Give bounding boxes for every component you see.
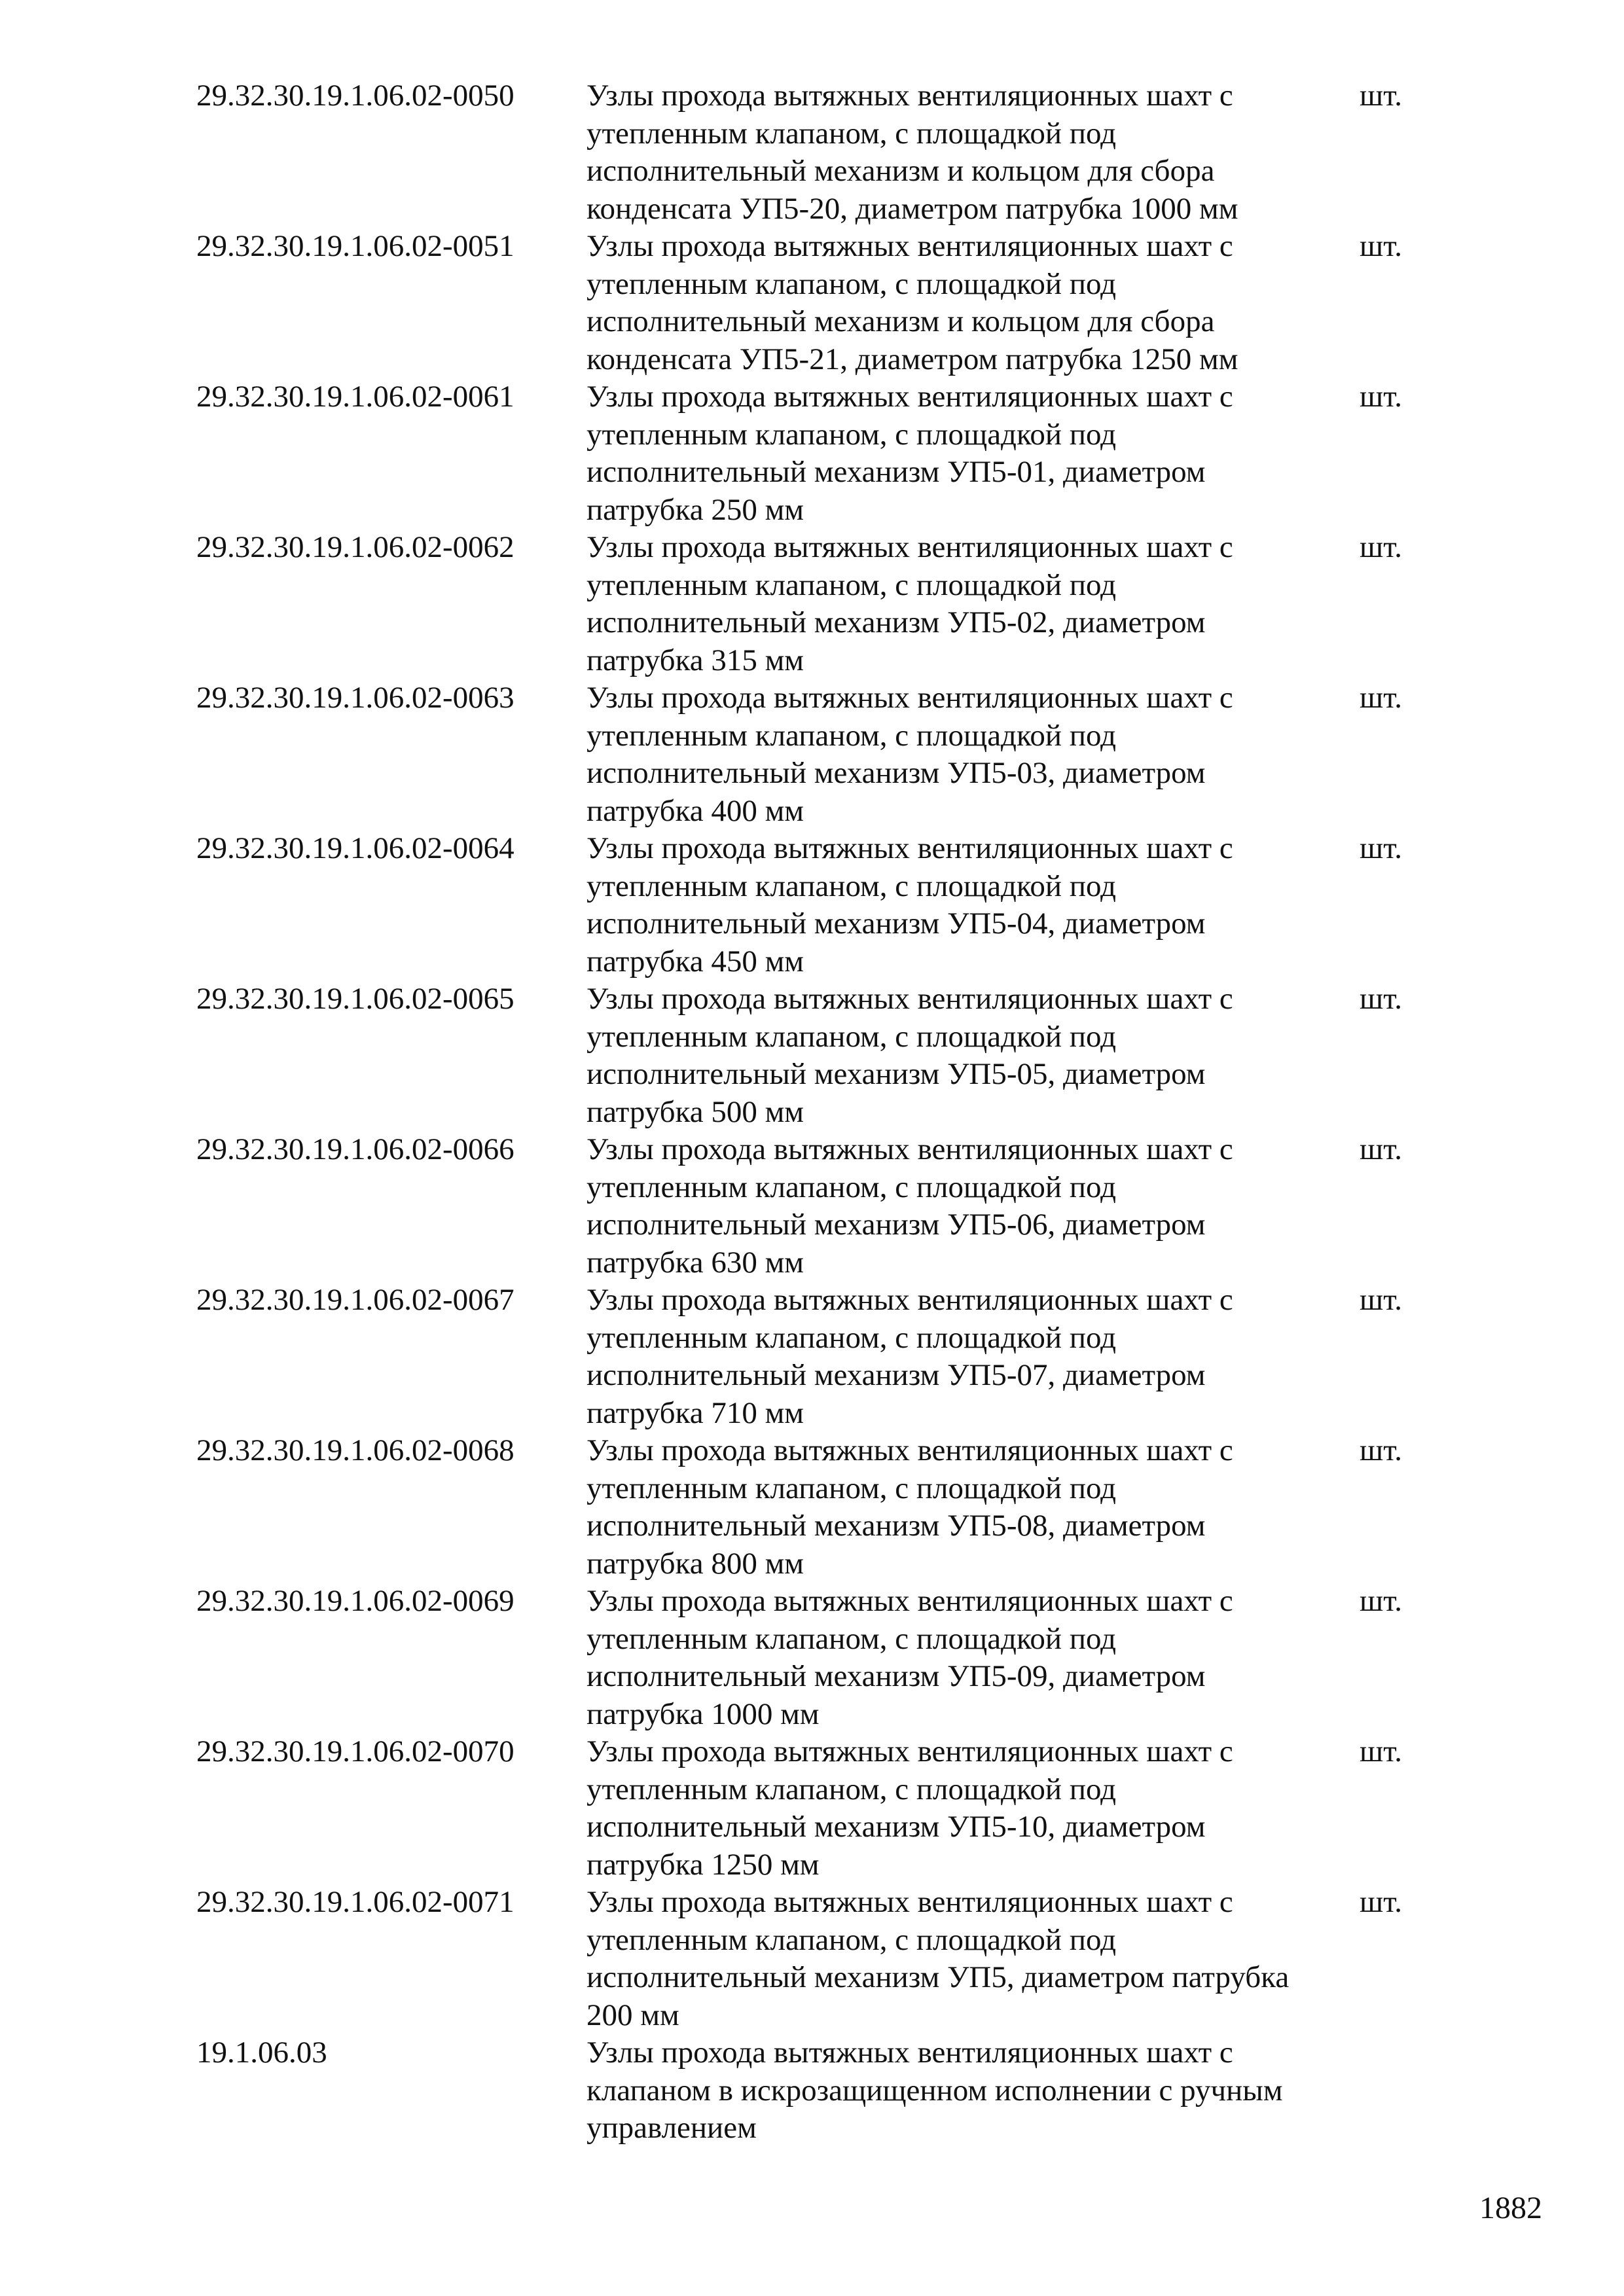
description-line: Узлы прохода вытяжных вентиляционных шахт с (586, 1734, 1233, 1768)
unit-of-measure: шт. (1360, 229, 1402, 263)
description-line: конденсата УП5-21, диаметром патрубка 1250 мм (586, 342, 1238, 376)
table-row (196, 529, 1440, 679)
description-line: утепленным клапаном, с площадкой под (586, 1621, 1117, 1656)
resource-code: 29.32.30.19.1.06.02-0061 (196, 380, 514, 414)
resource-code: 29.32.30.19.1.06.02-0066 (196, 1132, 514, 1166)
description-line: Узлы прохода вытяжных вентиляционных шахт с (586, 1132, 1233, 1166)
description-line: Узлы прохода вытяжных вентиляционных шахт с (586, 2036, 1233, 2070)
unit-of-measure: шт. (1360, 1283, 1402, 1317)
description-line: утепленным клапаном, с площадкой под (586, 1019, 1117, 1054)
table-row (196, 830, 1440, 980)
table-row (196, 1733, 1440, 1884)
resource-description (586, 1733, 1280, 1884)
unit-of-measure: шт. (1360, 530, 1402, 564)
table-row (196, 1282, 1440, 1432)
description-line: утепленным клапаном, с площадкой под (586, 1922, 1117, 1957)
description-line: исполнительный механизм и кольцом для сбора (586, 304, 1215, 338)
resource-description (586, 2034, 1283, 2147)
description-line: Узлы прохода вытяжных вентиляционных шахт с (586, 79, 1233, 113)
table-row (196, 1131, 1440, 1282)
description-line: Узлы прохода вытяжных вентиляционных шахт с (586, 681, 1233, 715)
description-line: патрубка 450 мм (586, 944, 804, 978)
description-line: утепленным клапаном, с площадкой под (586, 1772, 1117, 1806)
unit-of-measure: шт. (1360, 681, 1402, 715)
resource-code: 29.32.30.19.1.06.02-0068 (196, 1433, 514, 1467)
description-line: исполнительный механизм УП5-04, диаметром (586, 906, 1206, 941)
description-line: исполнительный механизм УП5-01, диаметром (586, 455, 1206, 489)
table-row (196, 1884, 1440, 2034)
resource-description (586, 1583, 1280, 1733)
description-line: патрубка 400 мм (586, 793, 804, 828)
description-line: исполнительный механизм УП5-03, диаметром (586, 756, 1206, 790)
unit-of-measure: шт. (1360, 831, 1402, 865)
resource-description (586, 529, 1280, 679)
description-line: исполнительный механизм УП5-07, диаметром (586, 1358, 1206, 1392)
description-line: утепленным клапаном, с площадкой под (586, 1471, 1117, 1505)
description-line: утепленным клапаном, с площадкой под (586, 869, 1117, 903)
description-line: исполнительный механизм УП5-06, диаметром (586, 1208, 1206, 1242)
description-line: Узлы прохода вытяжных вентиляционных шахт с (586, 380, 1233, 414)
description-line: Узлы прохода вытяжных вентиляционных шахт с (586, 229, 1233, 263)
description-line: патрубка 630 мм (586, 1245, 804, 1280)
unit-of-measure: шт. (1360, 1734, 1402, 1768)
table-row (196, 1583, 1440, 1733)
description-line: Узлы прохода вытяжных вентиляционных шахт с (586, 1283, 1233, 1317)
resource-description (586, 1131, 1280, 1282)
description-line: 200 мм (586, 1998, 679, 2032)
resource-description (586, 378, 1280, 529)
resource-code: 29.32.30.19.1.06.02-0064 (196, 831, 514, 865)
description-line: утепленным клапаном, с площадкой под (586, 116, 1117, 151)
description-line: клапаном в искрозащищенном исполнении с ручным (586, 2073, 1283, 2108)
description-line: исполнительный механизм УП5-05, диаметром (586, 1057, 1206, 1091)
description-line: исполнительный механизм УП5-10, диаметром (586, 1810, 1206, 1844)
description-line: управлением (586, 2111, 757, 2145)
resource-code: 29.32.30.19.1.06.02-0069 (196, 1584, 514, 1618)
unit-of-measure: шт. (1360, 1584, 1402, 1618)
description-line: Узлы прохода вытяжных вентиляционных шахт с (586, 982, 1233, 1016)
description-line: исполнительный механизм УП5-02, диаметром (586, 605, 1206, 639)
description-line: патрубка 500 мм (586, 1094, 804, 1129)
description-line: утепленным клапаном, с площадкой под (586, 1170, 1117, 1204)
description-line: патрубка 800 мм (586, 1546, 804, 1581)
description-line: Узлы прохода вытяжных вентиляционных шахт с (586, 1433, 1233, 1467)
description-line: утепленным клапаном, с площадкой под (586, 1320, 1117, 1355)
resource-code: 29.32.30.19.1.06.02-0063 (196, 681, 514, 715)
description-line: патрубка 250 мм (586, 492, 804, 527)
resource-description (586, 1282, 1280, 1432)
description-line: исполнительный механизм УП5-09, диаметром (586, 1659, 1206, 1693)
description-line: утепленным клапаном, с площадкой под (586, 266, 1117, 301)
description-line: исполнительный механизм УП5-08, диаметром (586, 1509, 1206, 1543)
unit-of-measure: шт. (1360, 1885, 1402, 1919)
description-line: конденсата УП5-20, диаметром патрубка 1000 мм (586, 191, 1238, 226)
resource-code: 29.32.30.19.1.06.02-0071 (196, 1885, 514, 1919)
description-line: Узлы прохода вытяжных вентиляционных шахт с (586, 1885, 1233, 1919)
table-row (196, 980, 1440, 1131)
table-row (196, 1432, 1440, 1583)
resource-code: 29.32.30.19.1.06.02-0067 (196, 1283, 514, 1317)
resource-code: 19.1.06.03 (196, 2036, 327, 2070)
description-line: патрубка 1000 мм (586, 1696, 820, 1731)
description-line: утепленным клапаном, с площадкой под (586, 417, 1117, 452)
resource-description (586, 679, 1280, 830)
description-line: утепленным клапаном, с площадкой под (586, 567, 1117, 602)
unit-of-measure: шт. (1360, 1132, 1402, 1166)
table-row (196, 378, 1440, 529)
resource-code: 29.32.30.19.1.06.02-0051 (196, 229, 514, 263)
table-row (196, 228, 1440, 378)
resource-description (586, 77, 1280, 228)
unit-of-measure: шт. (1360, 982, 1402, 1016)
description-line: патрубка 710 мм (586, 1395, 804, 1430)
description-line: Узлы прохода вытяжных вентиляционных шахт с (586, 530, 1233, 564)
unit-of-measure: шт. (1360, 79, 1402, 113)
description-line: утепленным клапаном, с площадкой под (586, 718, 1117, 753)
table-row (196, 679, 1440, 830)
description-line: исполнительный механизм и кольцом для сбора (586, 154, 1215, 188)
resource-code: 29.32.30.19.1.06.02-0062 (196, 530, 514, 564)
resource-description (586, 1432, 1280, 1583)
unit-of-measure: шт. (1360, 380, 1402, 414)
description-line: Узлы прохода вытяжных вентиляционных шахт с (586, 831, 1233, 865)
description-line: патрубка 1250 мм (586, 1847, 820, 1882)
resource-description (586, 1884, 1290, 2034)
page-number: 1882 (1479, 2191, 1542, 2225)
unit-of-measure: шт. (1360, 1433, 1402, 1467)
resource-description (586, 830, 1280, 980)
description-line: патрубка 315 мм (586, 643, 804, 677)
price-list-table (196, 77, 1440, 2147)
resource-description (586, 228, 1280, 378)
table-row (196, 77, 1440, 228)
resource-description (586, 980, 1280, 1131)
resource-code: 29.32.30.19.1.06.02-0050 (196, 79, 514, 113)
resource-code: 29.32.30.19.1.06.02-0065 (196, 982, 514, 1016)
description-line: исполнительный механизм УП5, диаметром патрубка (586, 1960, 1290, 1994)
table-row (196, 2034, 1440, 2147)
resource-code: 29.32.30.19.1.06.02-0070 (196, 1734, 514, 1768)
description-line: Узлы прохода вытяжных вентиляционных шахт с (586, 1584, 1233, 1618)
